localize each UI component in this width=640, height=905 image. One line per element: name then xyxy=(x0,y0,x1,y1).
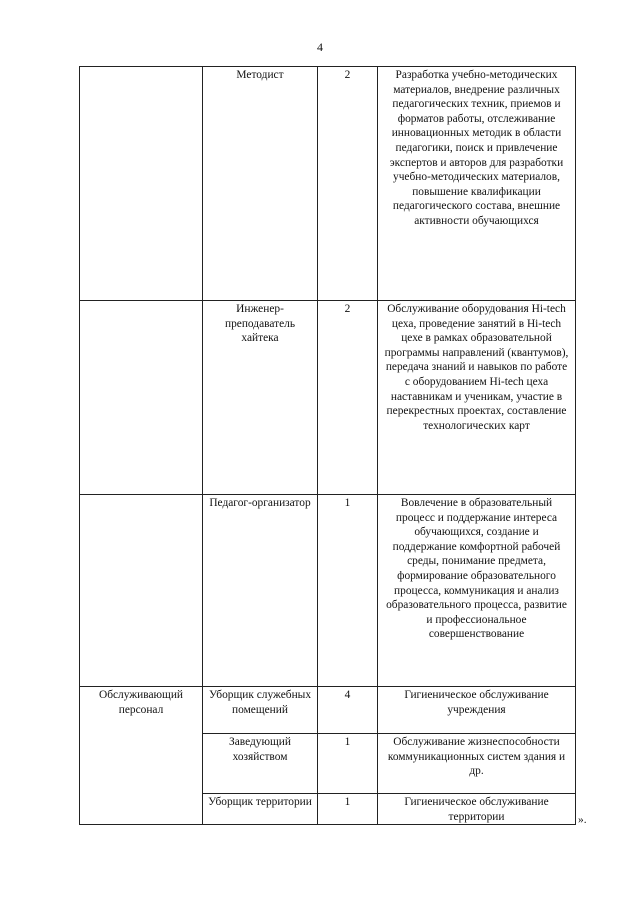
duties-cell: Разработка учебно-методических материалов, внедрение различных педагогических техник, приемов и форматов работы, отслеживание инновационных методик в области педагогики, поиск и привлечение экспертов и авторов для разработки учебно-методических материалов, повышение квалификации педагогического состава, внешние активности обучающихся xyxy=(378,67,576,301)
position-cell: Методист xyxy=(203,67,318,301)
closing-quote-mark: ». xyxy=(578,814,587,826)
staff-table xyxy=(79,66,576,825)
duties-cell: Гигиеническое обслуживание учреждения xyxy=(378,687,576,734)
group-cell xyxy=(80,301,203,495)
count-cell: 1 xyxy=(318,794,378,825)
duties-cell: Обслуживание жизнеспособности коммуникационных систем здания и др. xyxy=(378,734,576,794)
position-cell: Заведующий хозяйством xyxy=(203,734,318,794)
table-row xyxy=(80,687,576,734)
position-cell: Инженер-преподаватель хайтека xyxy=(203,301,318,495)
count-cell: 2 xyxy=(318,301,378,495)
position-cell: Уборщик служебных помещений xyxy=(203,687,318,734)
group-cell: Обслуживающий персонал xyxy=(80,687,203,825)
count-cell: 2 xyxy=(318,67,378,301)
table-row xyxy=(80,67,576,301)
table-row xyxy=(80,495,576,687)
count-cell: 1 xyxy=(318,495,378,687)
group-cell xyxy=(80,67,203,301)
group-cell xyxy=(80,495,203,687)
position-cell: Уборщик территории xyxy=(203,794,318,825)
count-cell: 4 xyxy=(318,687,378,734)
page-number: 4 xyxy=(317,40,323,54)
table-row xyxy=(80,301,576,495)
duties-cell: Вовлечение в образовательный процесс и поддержание интереса обучающихся, создание и поддержание комфортной рабочей среды, понимание предмета, формирование образовательного процесса, коммуникация и анализ образовательного процесса, развитие и профессиональное совершенствование xyxy=(378,495,576,687)
duties-cell: Гигиеническое обслуживание территории xyxy=(378,794,576,825)
count-cell: 1 xyxy=(318,734,378,794)
duties-cell: Обслуживание оборудования Hi-tech цеха, проведение занятий в Hi-tech цехе в рамках образовательной программы направлений (квантумов), передача знаний и навыков по работе с оборудованием Hi-tech цеха наставникам и ученикам, участие в перекрестных проектах, составление технологических карт xyxy=(378,301,576,495)
position-cell: Педагог-организатор xyxy=(203,495,318,687)
